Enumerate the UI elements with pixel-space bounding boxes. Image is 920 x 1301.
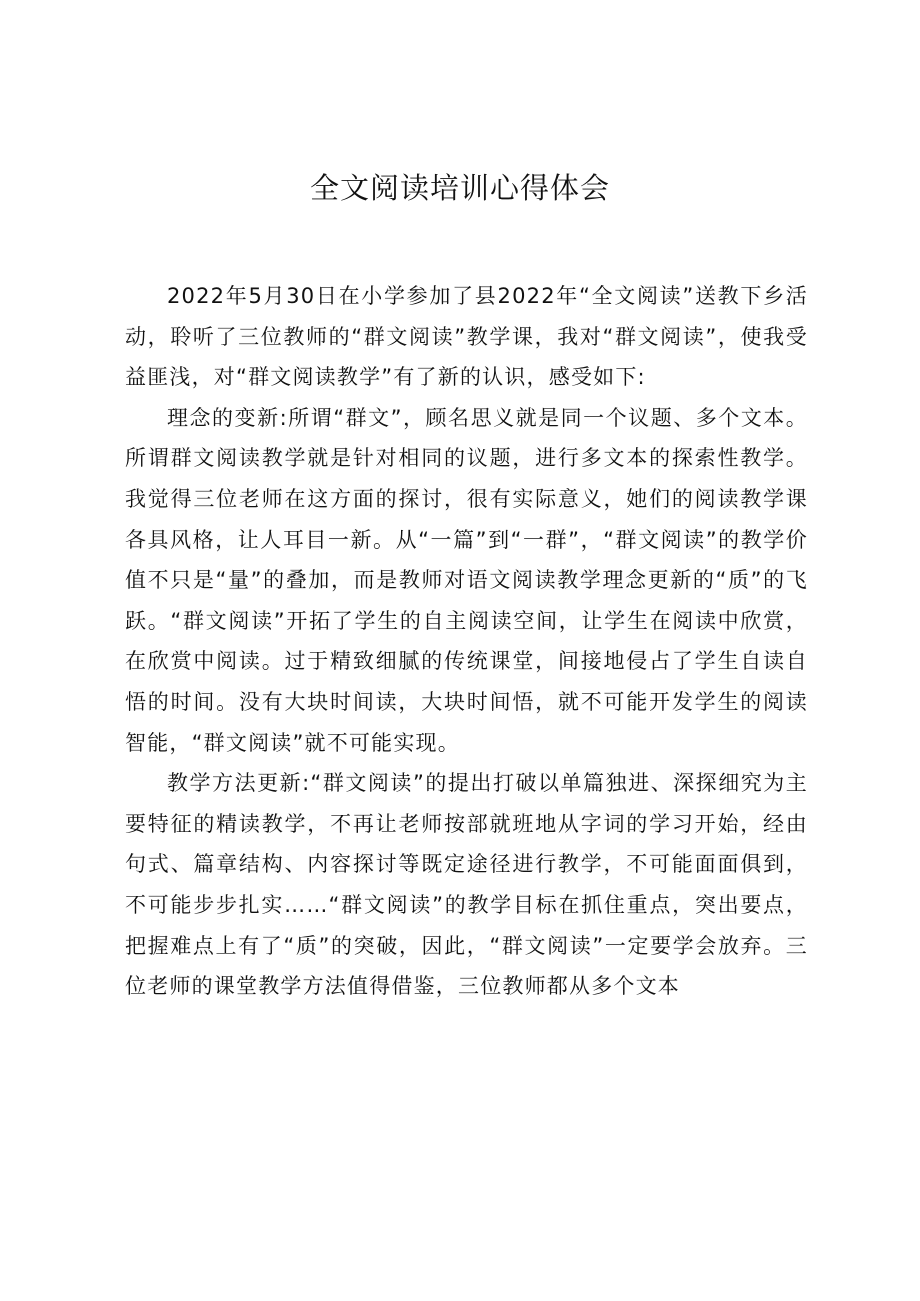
paragraph-method-renewal: 教学方法更新:“群文阅读”的提出打破以单篇独进、深探细究为主要特征的精读教学，不再让老师按部就班地从字词的学习开始，经由句式、篇章结构、内容探讨等既定途径进行教学，不可能面面俱到，不可能步步扎实……“群文阅读”的教学目标在抓住重点，突出要点，把握难点上有了“质”的突破，因此，“群文阅读”一定要学会放弃。三位老师的课堂教学方法值得借鉴，三位教师都从多个文本 [125, 771, 808, 999]
document-body [125, 276, 808, 1007]
document-title: 全文阅读培训心得体会 [309, 171, 610, 205]
paragraph-intro: 2022年5月30日在小学参加了县2022年“全文阅读”送教下乡活动，聆听了三位教师的“群文阅读”教学课，我对“群文阅读”，使我受益匪浅，对“群文阅读教学”有了新的认识，感受如下: [125, 284, 808, 390]
paragraph-concept-renewal: 理念的变新:所谓“群文”，顾名思义就是同一个议题、多个文本。所谓群文阅读教学就是针对相同的议题，进行多文本的探索性教学。我觉得三位老师在这方面的探讨，很有实际意义，她们的阅读教学课各具风格，让人耳目一新。从“一篇”到“一群”，“群文阅读”的教学价值不只是“量”的叠加，而是教师对语文阅读教学理念更新的“质”的飞跃。“群文阅读”开拓了学生的自主阅读空间，让学生在阅读中欣赏，在欣赏中阅读。过于精致细腻的传统课堂，间接地侵占了学生自读自悟的时间。没有大块时间读，大块时间悟，就不可能开发学生的阅读智能，“群文阅读”就不可能实现。 [125, 405, 808, 755]
